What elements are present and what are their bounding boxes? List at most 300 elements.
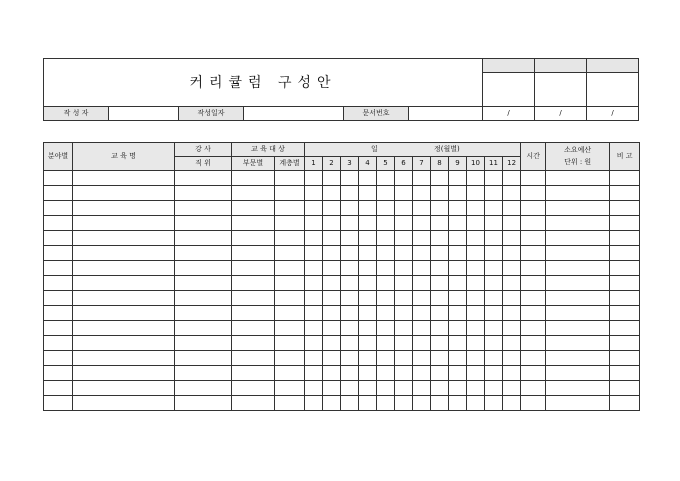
table-cell[interactable]: [503, 321, 521, 336]
table-cell[interactable]: [413, 216, 431, 231]
table-cell[interactable]: [413, 291, 431, 306]
table-cell[interactable]: [359, 306, 377, 321]
table-cell[interactable]: [395, 351, 413, 366]
table-cell[interactable]: [395, 276, 413, 291]
table-cell[interactable]: [485, 186, 503, 201]
table-cell[interactable]: [232, 351, 275, 366]
table-cell[interactable]: [323, 231, 341, 246]
table-cell[interactable]: [610, 186, 640, 201]
table-cell[interactable]: [521, 186, 546, 201]
table-cell[interactable]: [377, 351, 395, 366]
table-cell[interactable]: [485, 381, 503, 396]
table-cell[interactable]: [44, 261, 73, 276]
table-cell[interactable]: [175, 246, 232, 261]
table-cell[interactable]: [305, 351, 323, 366]
table-cell[interactable]: [546, 321, 610, 336]
table-cell[interactable]: [323, 306, 341, 321]
table-cell[interactable]: [341, 201, 359, 216]
table-cell[interactable]: [395, 306, 413, 321]
author-field[interactable]: [109, 107, 179, 121]
table-cell[interactable]: [377, 366, 395, 381]
table-cell[interactable]: [175, 186, 232, 201]
table-cell[interactable]: [377, 246, 395, 261]
table-cell[interactable]: [503, 186, 521, 201]
table-cell[interactable]: [377, 336, 395, 351]
table-cell[interactable]: [413, 351, 431, 366]
table-cell[interactable]: [232, 276, 275, 291]
table-cell[interactable]: [232, 231, 275, 246]
table-cell[interactable]: [485, 396, 503, 411]
table-cell[interactable]: [485, 171, 503, 186]
table-cell[interactable]: [275, 396, 305, 411]
table-cell[interactable]: [359, 321, 377, 336]
table-cell[interactable]: [44, 351, 73, 366]
table-cell[interactable]: [73, 396, 175, 411]
table-cell[interactable]: [44, 276, 73, 291]
table-cell[interactable]: [610, 321, 640, 336]
table-cell[interactable]: [395, 246, 413, 261]
approval-date-3[interactable]: /: [587, 107, 639, 121]
table-cell[interactable]: [232, 186, 275, 201]
table-cell[interactable]: [485, 366, 503, 381]
table-cell[interactable]: [431, 306, 449, 321]
table-cell[interactable]: [44, 171, 73, 186]
table-cell[interactable]: [503, 231, 521, 246]
table-cell[interactable]: [610, 381, 640, 396]
table-cell[interactable]: [449, 306, 467, 321]
table-cell[interactable]: [275, 351, 305, 366]
table-cell[interactable]: [341, 336, 359, 351]
table-cell[interactable]: [395, 231, 413, 246]
table-cell[interactable]: [305, 381, 323, 396]
table-cell[interactable]: [467, 381, 485, 396]
table-cell[interactable]: [449, 261, 467, 276]
table-cell[interactable]: [503, 291, 521, 306]
table-cell[interactable]: [467, 321, 485, 336]
table-cell[interactable]: [341, 186, 359, 201]
table-cell[interactable]: [323, 186, 341, 201]
table-cell[interactable]: [546, 396, 610, 411]
table-cell[interactable]: [467, 186, 485, 201]
table-cell[interactable]: [431, 336, 449, 351]
table-cell[interactable]: [359, 381, 377, 396]
table-cell[interactable]: [503, 246, 521, 261]
table-cell[interactable]: [44, 336, 73, 351]
table-cell[interactable]: [413, 171, 431, 186]
table-cell[interactable]: [413, 231, 431, 246]
table-cell[interactable]: [305, 336, 323, 351]
table-cell[interactable]: [449, 321, 467, 336]
table-cell[interactable]: [377, 291, 395, 306]
table-cell[interactable]: [175, 231, 232, 246]
table-cell[interactable]: [395, 201, 413, 216]
table-cell[interactable]: [275, 291, 305, 306]
date-field[interactable]: [244, 107, 344, 121]
table-cell[interactable]: [377, 381, 395, 396]
table-cell[interactable]: [610, 231, 640, 246]
table-cell[interactable]: [521, 336, 546, 351]
table-cell[interactable]: [341, 246, 359, 261]
table-cell[interactable]: [485, 246, 503, 261]
table-cell[interactable]: [44, 201, 73, 216]
table-cell[interactable]: [323, 381, 341, 396]
table-cell[interactable]: [610, 351, 640, 366]
table-cell[interactable]: [232, 381, 275, 396]
table-cell[interactable]: [73, 306, 175, 321]
table-cell[interactable]: [175, 321, 232, 336]
table-cell[interactable]: [431, 246, 449, 261]
table-cell[interactable]: [610, 246, 640, 261]
table-cell[interactable]: [73, 171, 175, 186]
table-cell[interactable]: [275, 276, 305, 291]
table-cell[interactable]: [485, 201, 503, 216]
table-cell[interactable]: [359, 336, 377, 351]
table-cell[interactable]: [232, 306, 275, 321]
table-cell[interactable]: [305, 216, 323, 231]
table-cell[interactable]: [341, 231, 359, 246]
table-cell[interactable]: [521, 396, 546, 411]
table-cell[interactable]: [323, 396, 341, 411]
table-cell[interactable]: [44, 186, 73, 201]
table-cell[interactable]: [175, 306, 232, 321]
table-cell[interactable]: [341, 291, 359, 306]
table-cell[interactable]: [359, 396, 377, 411]
table-cell[interactable]: [377, 231, 395, 246]
table-cell[interactable]: [546, 306, 610, 321]
table-cell[interactable]: [546, 336, 610, 351]
table-cell[interactable]: [546, 186, 610, 201]
table-cell[interactable]: [323, 291, 341, 306]
table-cell[interactable]: [449, 201, 467, 216]
table-cell[interactable]: [449, 171, 467, 186]
table-cell[interactable]: [341, 366, 359, 381]
table-cell[interactable]: [521, 171, 546, 186]
table-cell[interactable]: [413, 261, 431, 276]
table-cell[interactable]: [449, 351, 467, 366]
table-cell[interactable]: [305, 186, 323, 201]
table-cell[interactable]: [610, 201, 640, 216]
table-cell[interactable]: [275, 216, 305, 231]
table-cell[interactable]: [485, 261, 503, 276]
table-cell[interactable]: [359, 366, 377, 381]
table-cell[interactable]: [275, 186, 305, 201]
table-cell[interactable]: [275, 366, 305, 381]
table-cell[interactable]: [44, 306, 73, 321]
table-cell[interactable]: [175, 171, 232, 186]
table-cell[interactable]: [521, 216, 546, 231]
table-cell[interactable]: [610, 396, 640, 411]
table-cell[interactable]: [305, 291, 323, 306]
table-cell[interactable]: [305, 321, 323, 336]
table-cell[interactable]: [377, 321, 395, 336]
table-cell[interactable]: [521, 366, 546, 381]
table-cell[interactable]: [503, 396, 521, 411]
table-cell[interactable]: [467, 276, 485, 291]
table-cell[interactable]: [175, 216, 232, 231]
table-cell[interactable]: [232, 321, 275, 336]
table-cell[interactable]: [413, 306, 431, 321]
table-cell[interactable]: [503, 381, 521, 396]
table-cell[interactable]: [395, 321, 413, 336]
table-cell[interactable]: [431, 396, 449, 411]
table-cell[interactable]: [521, 381, 546, 396]
table-cell[interactable]: [503, 261, 521, 276]
table-cell[interactable]: [413, 321, 431, 336]
table-cell[interactable]: [73, 216, 175, 231]
table-cell[interactable]: [341, 261, 359, 276]
approval-box-3[interactable]: [587, 73, 639, 107]
table-cell[interactable]: [431, 381, 449, 396]
table-cell[interactable]: [44, 321, 73, 336]
table-cell[interactable]: [413, 336, 431, 351]
table-cell[interactable]: [175, 261, 232, 276]
table-cell[interactable]: [503, 171, 521, 186]
table-cell[interactable]: [521, 351, 546, 366]
table-cell[interactable]: [359, 276, 377, 291]
table-cell[interactable]: [546, 276, 610, 291]
table-cell[interactable]: [73, 291, 175, 306]
table-cell[interactable]: [449, 396, 467, 411]
table-cell[interactable]: [359, 201, 377, 216]
table-cell[interactable]: [359, 351, 377, 366]
table-cell[interactable]: [467, 171, 485, 186]
table-cell[interactable]: [521, 321, 546, 336]
table-cell[interactable]: [232, 336, 275, 351]
table-cell[interactable]: [323, 336, 341, 351]
table-cell[interactable]: [323, 261, 341, 276]
table-cell[interactable]: [359, 216, 377, 231]
table-cell[interactable]: [377, 276, 395, 291]
table-cell[interactable]: [44, 381, 73, 396]
table-cell[interactable]: [449, 246, 467, 261]
table-cell[interactable]: [359, 261, 377, 276]
table-cell[interactable]: [449, 231, 467, 246]
table-cell[interactable]: [44, 231, 73, 246]
table-cell[interactable]: [521, 291, 546, 306]
table-cell[interactable]: [395, 171, 413, 186]
table-cell[interactable]: [546, 171, 610, 186]
table-cell[interactable]: [305, 306, 323, 321]
table-cell[interactable]: [503, 306, 521, 321]
table-cell[interactable]: [485, 291, 503, 306]
table-cell[interactable]: [275, 246, 305, 261]
table-cell[interactable]: [467, 351, 485, 366]
table-cell[interactable]: [359, 246, 377, 261]
table-cell[interactable]: [377, 186, 395, 201]
table-cell[interactable]: [232, 171, 275, 186]
table-cell[interactable]: [610, 306, 640, 321]
table-cell[interactable]: [73, 381, 175, 396]
table-cell[interactable]: [73, 351, 175, 366]
table-cell[interactable]: [341, 396, 359, 411]
table-cell[interactable]: [449, 336, 467, 351]
table-cell[interactable]: [305, 231, 323, 246]
table-cell[interactable]: [44, 246, 73, 261]
table-cell[interactable]: [232, 396, 275, 411]
table-cell[interactable]: [546, 291, 610, 306]
table-cell[interactable]: [377, 216, 395, 231]
table-cell[interactable]: [341, 306, 359, 321]
table-cell[interactable]: [341, 381, 359, 396]
table-cell[interactable]: [73, 186, 175, 201]
table-cell[interactable]: [521, 306, 546, 321]
table-cell[interactable]: [44, 366, 73, 381]
table-cell[interactable]: [395, 366, 413, 381]
table-cell[interactable]: [431, 231, 449, 246]
table-cell[interactable]: [377, 171, 395, 186]
table-cell[interactable]: [323, 171, 341, 186]
table-cell[interactable]: [431, 216, 449, 231]
table-cell[interactable]: [413, 381, 431, 396]
table-cell[interactable]: [395, 261, 413, 276]
table-cell[interactable]: [232, 246, 275, 261]
table-cell[interactable]: [395, 396, 413, 411]
table-cell[interactable]: [546, 201, 610, 216]
table-cell[interactable]: [546, 366, 610, 381]
table-cell[interactable]: [44, 291, 73, 306]
table-cell[interactable]: [546, 231, 610, 246]
table-cell[interactable]: [521, 201, 546, 216]
table-cell[interactable]: [467, 396, 485, 411]
table-cell[interactable]: [73, 366, 175, 381]
table-cell[interactable]: [503, 276, 521, 291]
table-cell[interactable]: [73, 261, 175, 276]
table-cell[interactable]: [413, 186, 431, 201]
table-cell[interactable]: [467, 246, 485, 261]
table-cell[interactable]: [521, 231, 546, 246]
table-cell[interactable]: [44, 216, 73, 231]
table-cell[interactable]: [73, 231, 175, 246]
table-cell[interactable]: [232, 216, 275, 231]
table-cell[interactable]: [610, 216, 640, 231]
table-cell[interactable]: [485, 216, 503, 231]
approval-box-1[interactable]: [483, 73, 535, 107]
table-cell[interactable]: [73, 321, 175, 336]
table-cell[interactable]: [395, 336, 413, 351]
table-cell[interactable]: [175, 276, 232, 291]
table-cell[interactable]: [503, 366, 521, 381]
table-cell[interactable]: [546, 351, 610, 366]
approval-box-2[interactable]: [535, 73, 587, 107]
table-cell[interactable]: [341, 321, 359, 336]
table-cell[interactable]: [467, 366, 485, 381]
table-cell[interactable]: [546, 246, 610, 261]
table-cell[interactable]: [73, 201, 175, 216]
table-cell[interactable]: [431, 321, 449, 336]
table-cell[interactable]: [467, 201, 485, 216]
table-cell[interactable]: [275, 171, 305, 186]
approval-date-1[interactable]: /: [483, 107, 535, 121]
table-cell[interactable]: [305, 246, 323, 261]
table-cell[interactable]: [359, 231, 377, 246]
table-cell[interactable]: [610, 171, 640, 186]
table-cell[interactable]: [323, 366, 341, 381]
table-cell[interactable]: [359, 171, 377, 186]
table-cell[interactable]: [275, 261, 305, 276]
table-cell[interactable]: [431, 276, 449, 291]
table-cell[interactable]: [73, 336, 175, 351]
table-cell[interactable]: [275, 231, 305, 246]
table-cell[interactable]: [323, 276, 341, 291]
table-cell[interactable]: [431, 366, 449, 381]
table-cell[interactable]: [467, 216, 485, 231]
table-cell[interactable]: [232, 366, 275, 381]
table-cell[interactable]: [323, 351, 341, 366]
table-cell[interactable]: [503, 351, 521, 366]
table-cell[interactable]: [377, 261, 395, 276]
table-cell[interactable]: [341, 351, 359, 366]
table-cell[interactable]: [275, 321, 305, 336]
table-cell[interactable]: [275, 336, 305, 351]
table-cell[interactable]: [44, 396, 73, 411]
table-cell[interactable]: [175, 366, 232, 381]
table-cell[interactable]: [546, 216, 610, 231]
table-cell[interactable]: [503, 201, 521, 216]
table-cell[interactable]: [431, 186, 449, 201]
table-cell[interactable]: [431, 291, 449, 306]
table-cell[interactable]: [521, 246, 546, 261]
table-cell[interactable]: [377, 396, 395, 411]
table-cell[interactable]: [521, 276, 546, 291]
table-cell[interactable]: [467, 306, 485, 321]
table-cell[interactable]: [323, 216, 341, 231]
table-cell[interactable]: [305, 171, 323, 186]
table-cell[interactable]: [485, 321, 503, 336]
table-cell[interactable]: [305, 366, 323, 381]
table-cell[interactable]: [175, 381, 232, 396]
table-cell[interactable]: [275, 381, 305, 396]
table-cell[interactable]: [395, 186, 413, 201]
table-cell[interactable]: [485, 351, 503, 366]
table-cell[interactable]: [467, 291, 485, 306]
table-cell[interactable]: [73, 246, 175, 261]
table-cell[interactable]: [449, 186, 467, 201]
table-cell[interactable]: [359, 291, 377, 306]
table-cell[interactable]: [413, 201, 431, 216]
table-cell[interactable]: [449, 366, 467, 381]
table-cell[interactable]: [610, 336, 640, 351]
table-cell[interactable]: [413, 366, 431, 381]
table-cell[interactable]: [467, 231, 485, 246]
table-cell[interactable]: [275, 306, 305, 321]
table-cell[interactable]: [610, 261, 640, 276]
table-cell[interactable]: [503, 336, 521, 351]
approval-date-2[interactable]: /: [535, 107, 587, 121]
table-cell[interactable]: [377, 306, 395, 321]
table-cell[interactable]: [175, 336, 232, 351]
table-cell[interactable]: [431, 171, 449, 186]
table-cell[interactable]: [467, 336, 485, 351]
table-cell[interactable]: [485, 276, 503, 291]
table-cell[interactable]: [413, 246, 431, 261]
table-cell[interactable]: [413, 276, 431, 291]
table-cell[interactable]: [449, 291, 467, 306]
table-cell[interactable]: [175, 396, 232, 411]
table-cell[interactable]: [341, 216, 359, 231]
table-cell[interactable]: [305, 201, 323, 216]
table-cell[interactable]: [546, 381, 610, 396]
table-cell[interactable]: [232, 291, 275, 306]
table-cell[interactable]: [449, 381, 467, 396]
table-cell[interactable]: [503, 216, 521, 231]
table-cell[interactable]: [431, 201, 449, 216]
table-cell[interactable]: [305, 276, 323, 291]
table-cell[interactable]: [431, 261, 449, 276]
table-cell[interactable]: [305, 261, 323, 276]
table-cell[interactable]: [485, 336, 503, 351]
table-cell[interactable]: [413, 396, 431, 411]
table-cell[interactable]: [521, 261, 546, 276]
